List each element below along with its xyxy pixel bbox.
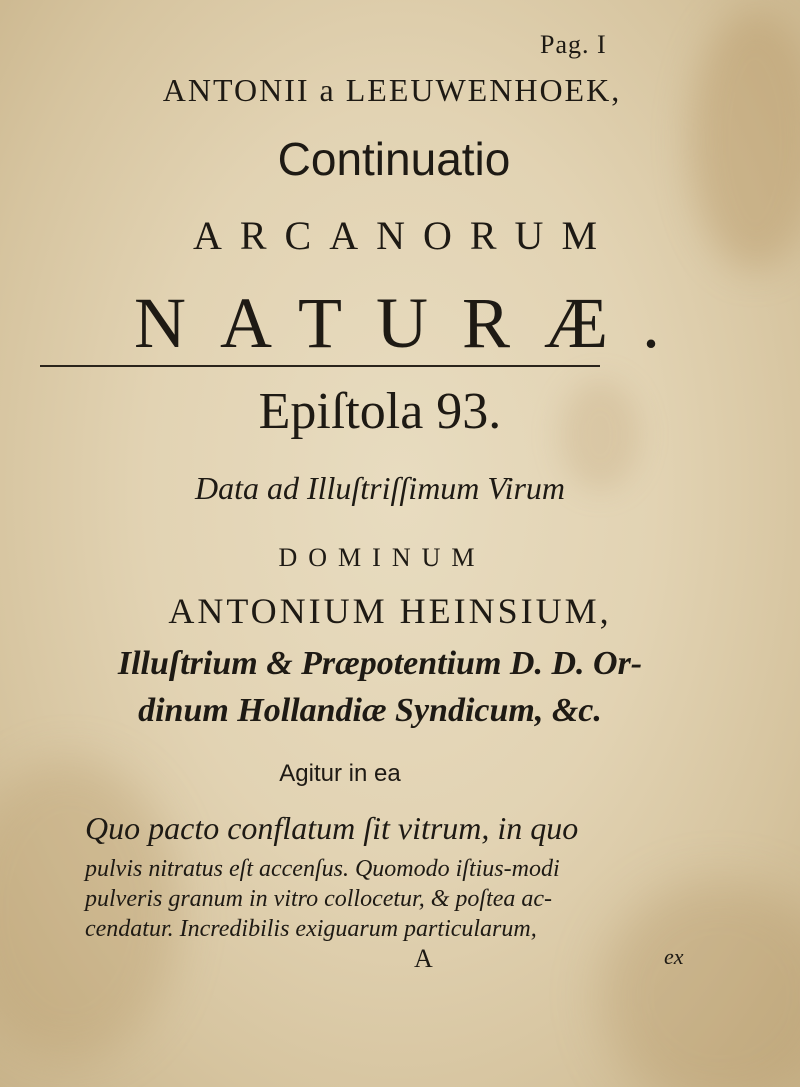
catchword: ex [664,944,684,969]
title-arcanorum: ARCANORUM [192,213,616,258]
summary-line-2: pulvis nitratus eſt accenſus. Quomodo iſtius-modi [85,856,560,882]
recipient-name: ANTONIUM HEINSIUM, [168,591,612,631]
summary-line-4: cendatur. Incredibilis exiguarum particularum, [85,916,537,942]
epistola-heading: Epiſtola 93. [258,383,502,440]
page-number: Pag. I [540,30,607,59]
summary-line-1: Quo pacto conflatum ſit vitrum, in quo [85,810,579,846]
agitur-heading: Agitur in ea [279,760,401,787]
signature-mark: A [414,944,433,973]
author-heading: ANTONII a LEEUWENHOEK, [162,72,622,108]
dominum-line: DOMINUM [278,543,486,572]
dedication-line: Data ad Illuſtriſſimum Virum [194,470,566,506]
recipient-titles-line-1: Illuſtrium & Præpotentium D. D. Or- [117,645,643,682]
title-continuatio: Continuatio [277,133,511,185]
summary-line-3: pulveris granum in vitro collocetur, & poſtea ac- [85,886,553,912]
recipient-titles-line-2: dinum Hollandiæ Syndicum, &c. [138,692,602,729]
title-naturae: NATURÆ. [133,283,695,363]
horizontal-rule [40,365,600,367]
